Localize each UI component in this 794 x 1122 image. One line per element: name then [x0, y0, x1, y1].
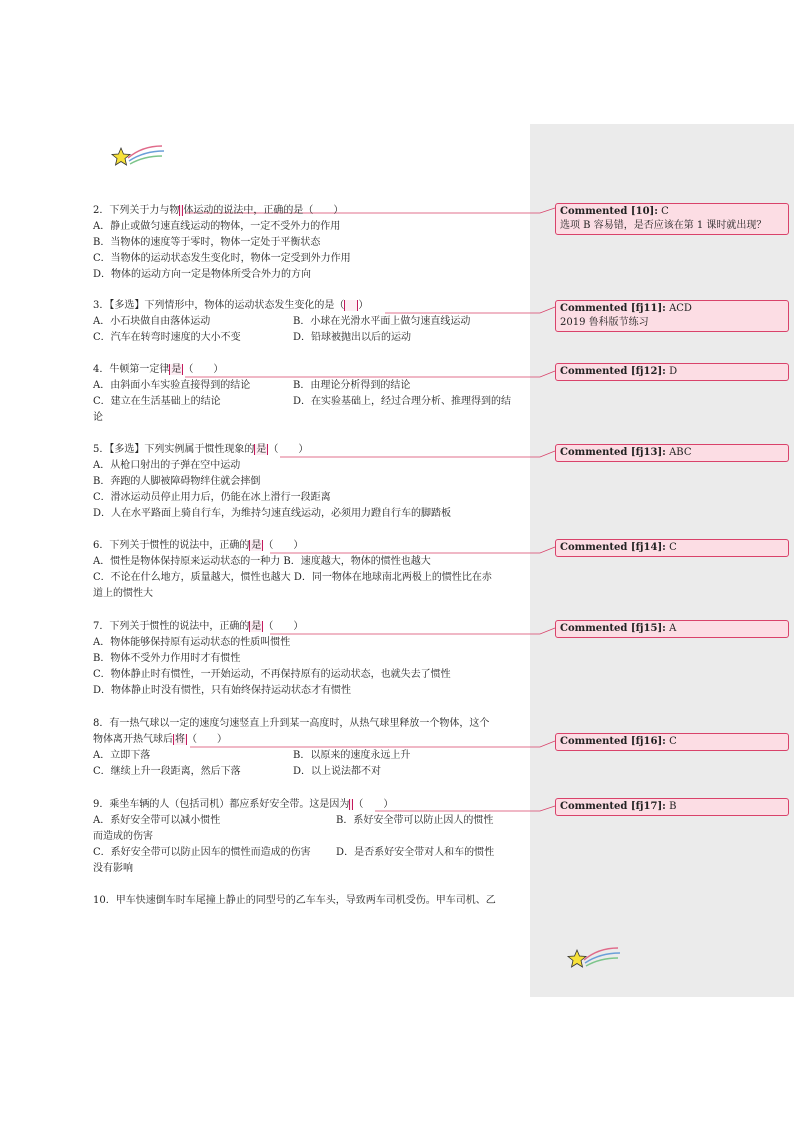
option-c: C．系好安全带可以防止因车的惯性而造成的伤害 [93, 847, 311, 858]
comment-bubble[interactable] [555, 300, 789, 332]
comment-answer: A [669, 623, 677, 634]
question-stem-end: （ ） [183, 364, 224, 375]
option-c-d: C．不论在什么地方，质量越大，惯性也越大 D．同一物体在地球南北两极上的惯性比在赤 [93, 572, 492, 583]
option-d-continued: 没有影响 [93, 863, 133, 874]
question-6 [93, 538, 523, 602]
question-stem-end: （ ） [263, 621, 304, 632]
question-5 [93, 442, 523, 522]
option-a: A．由斜面小车实验直接得到的结论 [93, 380, 251, 391]
comment-label: Commented [fj16]: [560, 736, 666, 747]
comment-label: Commented [fj17]: [560, 801, 666, 812]
comment-anchor[interactable]: 是 [171, 364, 182, 375]
option-b: B．以原来的速度永远上升 [293, 750, 411, 761]
comment-anchor[interactable]: 将 [175, 734, 185, 745]
option-d: D．以上说法都不对 [293, 766, 382, 777]
option-a: A．静止或做匀速直线运动的物体，一定不受外力的作用 [93, 221, 341, 232]
option-a: A．从枪口射出的子弹在空中运动 [93, 460, 241, 471]
comment-answer: B [669, 801, 677, 812]
option-a-b: A．惯性是物体保持原来运动状态的一种力 B．速度越大，物体的惯性也越大 [93, 556, 431, 567]
question-stem: 2．下列关于力与物 [93, 205, 180, 216]
option-b: B．奔跑的人脚被障碍物绊住就会摔倒 [93, 476, 261, 487]
comment-note: 选项 B 容易错，是否应该在第 1 课时就出现？ [560, 220, 767, 231]
question-stem: 10．甲车快速倒车时车尾撞上静止的同型号的乙车车头，导致两车司机受伤。甲车司机、乙 [93, 895, 496, 906]
comment-answer: ACD [669, 303, 692, 314]
option-d: D．物体的运动方向一定是物体所受合外力的方向 [93, 269, 312, 280]
comment-bubble[interactable] [555, 798, 789, 816]
option-c: C．建立在生活基础上的结论 [93, 396, 221, 407]
comment-bubble[interactable] [555, 620, 789, 638]
comment-answer: D [669, 366, 678, 377]
comment-anchor[interactable] [344, 300, 358, 311]
comment-answer: C [661, 206, 669, 217]
question-stem-end: （ ） [263, 540, 304, 551]
option-c: C．滑冰运动员停止用力后，仍能在冰上滑行一段距离 [93, 492, 331, 503]
question-stem-end: （ ） [353, 799, 394, 810]
question-stem: 6．下列关于惯性的说法中，正确的 [93, 540, 250, 551]
comment-bubble[interactable] [555, 363, 789, 381]
question-stem: 5．【多选】下列实例属于惯性现象的 [93, 444, 255, 455]
option-d: D．铅球被抛出以后的运动 [293, 332, 412, 343]
comment-answer: C [669, 736, 677, 747]
comment-bubble[interactable] [555, 539, 789, 557]
comment-label: Commented [fj11]: [560, 303, 666, 314]
question-7 [93, 619, 523, 699]
question-3 [93, 298, 523, 346]
question-10 [93, 893, 523, 909]
option-c: C．汽车在转弯时速度的大小不变 [93, 332, 241, 343]
comment-anchor[interactable]: 是 [256, 444, 267, 455]
option-d: D．物体静止时没有惯性，只有始终保持运动状态才有惯性 [93, 685, 352, 696]
question-9 [93, 797, 523, 877]
question-2 [93, 203, 523, 283]
comment-answer: ABC [669, 447, 692, 458]
option-d: D．在实验基础上，经过合理分析、推理得到的结 [293, 396, 512, 407]
option-a: A．立即下落 [93, 750, 151, 761]
comment-bubble[interactable] [555, 444, 789, 462]
comment-label: Commented [fj12]: [560, 366, 666, 377]
question-8 [93, 716, 523, 780]
option-d-continued: 论 [93, 412, 103, 423]
option-b: B．系好安全带可以防止因人的惯性 [336, 815, 494, 826]
option-a: A．小石块做自由落体运动 [93, 316, 211, 327]
comment-label: Commented [10]: [560, 206, 658, 217]
question-4 [93, 362, 523, 426]
option-b: B．当物体的速度等于零时，物体一定处于平衡状态 [93, 237, 321, 248]
option-d: D．人在水平路面上骑自行车，为维持匀速直线运动，必须用力蹬自行车的脚踏板 [93, 508, 452, 519]
option-d-continued: 道上的惯性大 [93, 588, 153, 599]
option-d: D．是否系好安全带对人和车的惯性 [336, 847, 495, 858]
question-stem-end: （ ） [268, 444, 309, 455]
option-c: C．物体静止时有惯性，一开始运动，不再保持原有的运动状态，也就失去了惯性 [93, 669, 451, 680]
comment-anchor[interactable]: 是 [251, 621, 262, 632]
option-c: C．当物体的运动状态发生变化时，物体一定受到外力作用 [93, 253, 351, 264]
comment-label: Commented [fj15]: [560, 623, 666, 634]
question-stem: 7．下列关于惯性的说法中，正确的 [93, 621, 250, 632]
comment-bubble[interactable] [555, 733, 789, 751]
comment-bubble[interactable] [555, 203, 789, 235]
comment-anchor[interactable]: 是 [251, 540, 262, 551]
comment-label: Commented [fj13]: [560, 447, 666, 458]
question-stem-end: （ ） [187, 734, 227, 745]
option-b: B．小球在光滑水平面上做匀速直线运动 [293, 316, 471, 327]
question-stem: 3．【多选】下列情形中，物体的运动状态发生变化的是（ [93, 300, 345, 311]
question-stem-line2: 物体离开热气球后 [93, 734, 173, 745]
question-stem: 8．有一热气球以一定的速度匀速竖直上升到某一高度时，从热气球里释放一个物体，这个 [93, 718, 490, 729]
question-stem-end: ） [358, 300, 369, 311]
option-b: B．由理论分析得到的结论 [293, 380, 411, 391]
option-a: A．物体能够保持原有运动状态的性质叫惯性 [93, 637, 291, 648]
option-b: B．物体不受外力作用时才有惯性 [93, 653, 241, 664]
option-c: C．继续上升一段距离，然后下落 [93, 766, 241, 777]
question-stem: 4．牛顿第一定律 [93, 364, 170, 375]
question-stem: 9．乘坐车辆的人（包括司机）都应系好安全带。这是因为 [93, 799, 350, 810]
option-a: A．系好安全带可以减小惯性 [93, 815, 221, 826]
option-b-continued: 而造成的伤害 [93, 831, 153, 842]
question-stem-end: 体运动的说法中，正确的是（ ） [183, 205, 344, 216]
comment-label: Commented [fj14]: [560, 542, 666, 553]
comment-note: 2019 鲁科版节练习 [560, 317, 649, 328]
comment-answer: C [669, 542, 677, 553]
